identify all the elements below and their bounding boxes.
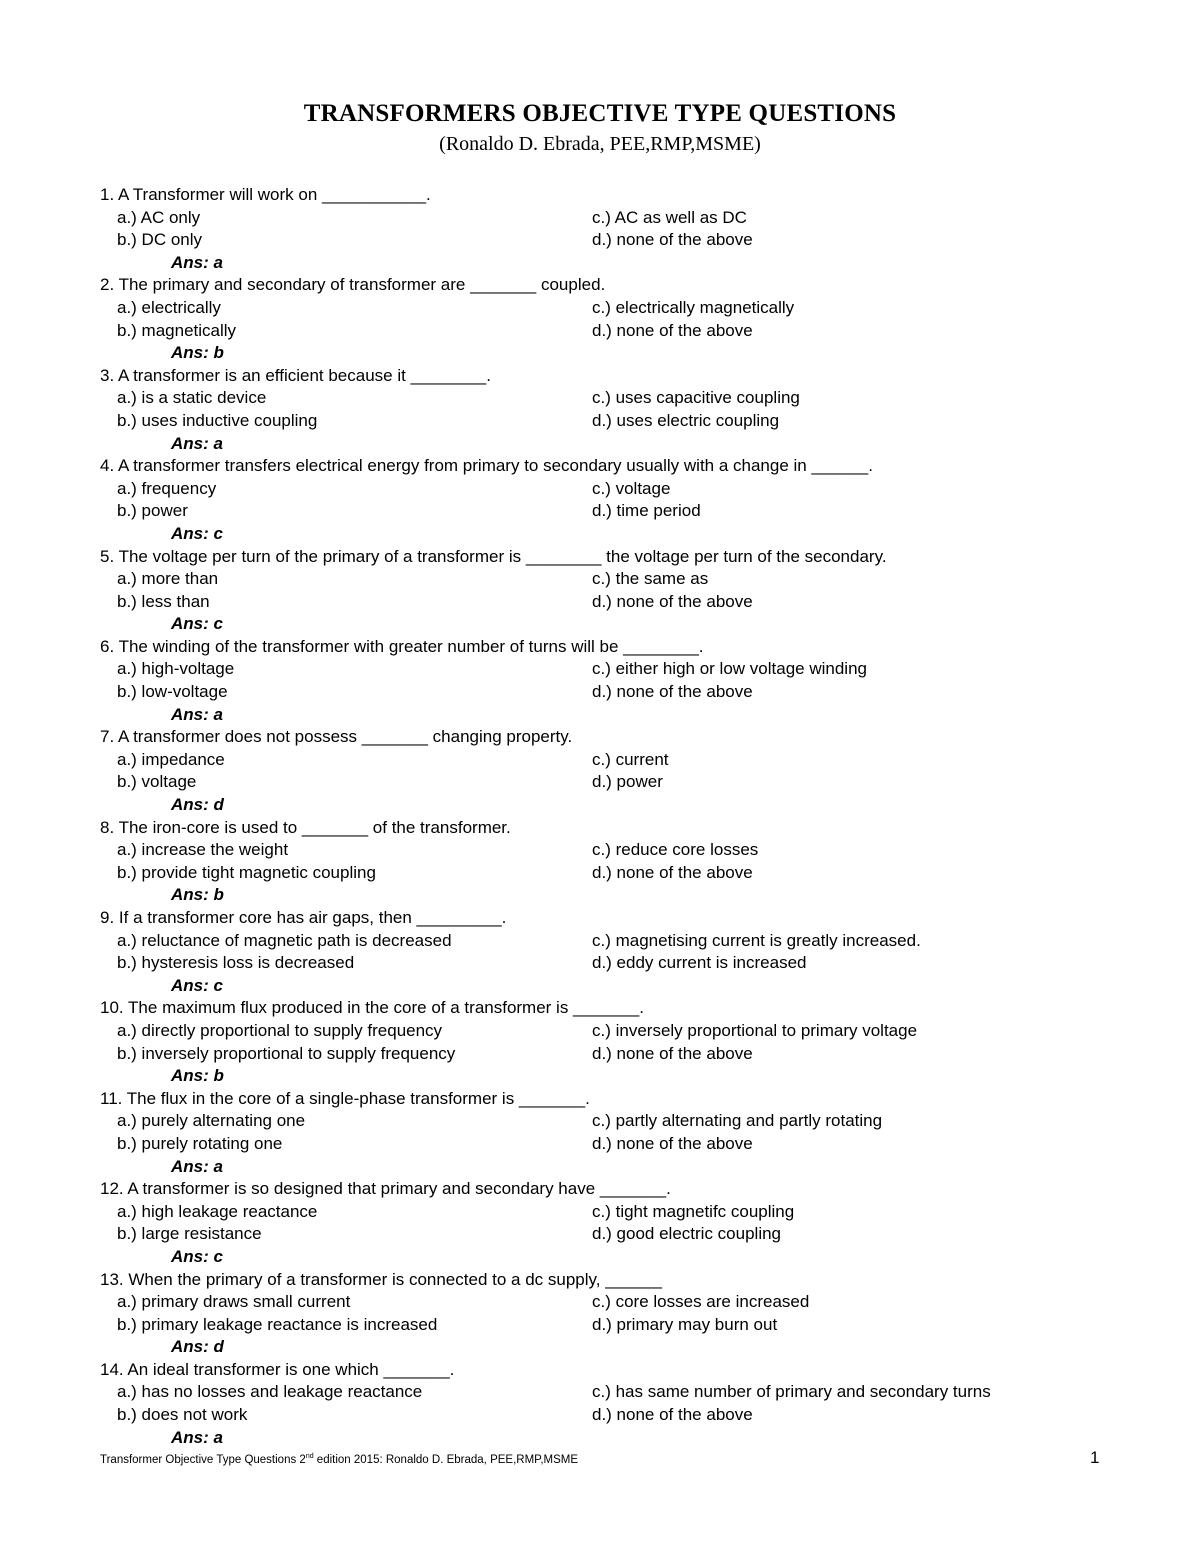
options-row (100, 410, 1160, 433)
options-row (100, 749, 1160, 772)
option-a: a.) purely alternating one (117, 1111, 306, 1131)
option-c: c.) current (592, 749, 669, 769)
question-text: 4. A transformer transfers electrical energy from primary to secondary usually with a change in ______. (100, 456, 873, 476)
options-row (100, 1043, 1160, 1066)
question-text: 3. A transformer is an efficient because it ________. (100, 365, 491, 385)
option-c: c.) electrically magnetically (592, 297, 795, 317)
option-b: b.) hysteresis loss is decreased (117, 953, 355, 973)
options-row (100, 862, 1160, 885)
option-b: b.) magnetically (117, 320, 237, 340)
options-row (100, 1381, 1160, 1404)
document-author: (Ronaldo D. Ebrada, PEE,RMP,MSME) (439, 133, 761, 155)
option-a: a.) AC only (117, 207, 201, 227)
option-b: b.) purely rotating one (117, 1133, 283, 1153)
options-row (100, 771, 1160, 794)
question-item (100, 184, 1160, 274)
option-a: a.) directly proportional to supply frequency (117, 1020, 443, 1040)
option-c: c.) tight magnetifc coupling (592, 1201, 795, 1221)
option-c: c.) magnetising current is greatly increased. (592, 930, 921, 950)
options-row (100, 478, 1160, 501)
answer-key: Ans: b (171, 885, 224, 905)
option-c: c.) AC as well as DC (592, 207, 747, 227)
options-row (100, 297, 1160, 320)
question-text: 10. The maximum flux produced in the core of a transformer is _______. (100, 998, 644, 1018)
option-a: a.) reluctance of magnetic path is decreased (117, 930, 452, 950)
option-d: d.) none of the above (592, 230, 753, 250)
answer-key: Ans: c (171, 523, 223, 543)
options-row (100, 1201, 1160, 1224)
answer-key: Ans: c (171, 614, 223, 634)
question-item (100, 817, 1160, 907)
question-item (100, 546, 1160, 636)
option-d: d.) none of the above (592, 1405, 753, 1425)
options-row (100, 229, 1160, 252)
option-a: a.) is a static device (117, 388, 267, 408)
options-row (100, 1020, 1160, 1043)
option-a: a.) has no losses and leakage reactance (117, 1382, 423, 1402)
answer-key: Ans: a (171, 433, 223, 453)
options-row (100, 952, 1160, 975)
option-b: b.) provide tight magnetic coupling (117, 862, 376, 882)
question-item (100, 1088, 1160, 1178)
options-row (100, 207, 1160, 230)
answer-key: Ans: b (171, 1066, 224, 1086)
question-list (100, 184, 1160, 1449)
question-item (100, 907, 1160, 997)
footer-text-end: edition 2015: Ronaldo D. Ebrada, PEE,RMP,MSME (313, 1453, 579, 1466)
page-footer (100, 1453, 578, 1466)
option-c: c.) either high or low voltage winding (592, 659, 867, 679)
question-text: 6. The winding of the transformer with greater number of turns will be ________. (100, 636, 704, 656)
answer-key: Ans: d (171, 1337, 224, 1357)
question-text: 2. The primary and secondary of transformer are _______ coupled. (100, 275, 606, 295)
answer-key: Ans: a (171, 1156, 223, 1176)
option-c: c.) reduce core losses (592, 840, 759, 860)
footer-superscript: nd (305, 1453, 314, 1460)
options-row (100, 320, 1160, 343)
question-text: 13. When the primary of a transformer is connected to a dc supply, ______ (100, 1269, 662, 1289)
options-row (100, 1291, 1160, 1314)
option-d: d.) none of the above (592, 591, 753, 611)
options-row (100, 839, 1160, 862)
options-row (100, 1223, 1160, 1246)
question-text: 7. A transformer does not possess _______ changing property. (100, 727, 573, 747)
options-row (100, 681, 1160, 704)
option-d: d.) uses electric coupling (592, 410, 780, 430)
answer-key: Ans: a (171, 704, 223, 724)
answer-key: Ans: b (171, 343, 224, 363)
option-a: a.) increase the weight (117, 840, 289, 860)
options-row (100, 387, 1160, 410)
option-d: d.) eddy current is increased (592, 953, 807, 973)
option-a: a.) high-voltage (117, 659, 235, 679)
question-text: 9. If a transformer core has air gaps, then _________. (100, 908, 507, 927)
option-a: a.) more than (117, 569, 219, 589)
question-text: 14. An ideal transformer is one which _______. (100, 1359, 455, 1379)
option-d: d.) none of the above (592, 1133, 753, 1153)
option-b: b.) less than (117, 591, 210, 611)
option-b: b.) does not work (117, 1405, 248, 1425)
answer-key: Ans: c (171, 1246, 223, 1266)
option-c: c.) partly alternating and partly rotating (592, 1111, 883, 1131)
document-title: TRANSFORMERS OBJECTIVE TYPE QUESTIONS (303, 100, 897, 127)
option-d: d.) power (592, 772, 663, 792)
option-d: d.) none of the above (592, 320, 753, 340)
answer-key: Ans: a (171, 1427, 223, 1447)
option-c: c.) core losses are increased (592, 1292, 810, 1312)
footer-text-start: Transformer Objective Type Questions 2 (100, 1453, 306, 1466)
option-d: d.) primary may burn out (592, 1314, 778, 1334)
question-text: 11. The flux in the core of a single-phase transformer is _______. (100, 1088, 590, 1108)
option-b: b.) voltage (117, 772, 197, 792)
question-text: 8. The iron-core is used to _______ of the transformer. (100, 817, 511, 837)
question-item (100, 274, 1160, 364)
option-b: b.) power (117, 501, 188, 521)
options-row (100, 1110, 1160, 1133)
question-text: 12. A transformer is so designed that primary and secondary have _______. (100, 1179, 671, 1199)
option-b: b.) low-voltage (117, 682, 228, 702)
question-text: 5. The voltage per turn of the primary of a transformer is ________ the voltage per turn of the secondary. (100, 546, 887, 566)
option-a: a.) electrically (117, 297, 221, 317)
option-c: c.) voltage (592, 478, 671, 498)
option-b: b.) DC only (117, 230, 203, 250)
options-row (100, 1133, 1160, 1156)
options-row (100, 591, 1160, 614)
option-d: d.) none of the above (592, 1043, 753, 1063)
question-item (100, 1178, 1160, 1268)
option-c: c.) the same as (592, 569, 709, 589)
option-c: c.) inversely proportional to primary voltage (592, 1020, 918, 1040)
option-a: a.) primary draws small current (117, 1292, 351, 1312)
answer-key: Ans: d (171, 795, 224, 815)
options-row (100, 568, 1160, 591)
question-text: 1. A Transformer will work on ___________. (100, 185, 431, 204)
option-d: d.) good electric coupling (592, 1224, 782, 1244)
options-row (100, 930, 1160, 953)
answer-key: Ans: a (171, 252, 223, 272)
option-d: d.) time period (592, 501, 701, 521)
question-item (100, 365, 1160, 455)
option-d: d.) none of the above (592, 682, 753, 702)
option-b: b.) large resistance (117, 1224, 262, 1244)
option-c: c.) uses capacitive coupling (592, 388, 800, 408)
page-number: 1 (1090, 1448, 1100, 1467)
option-d: d.) none of the above (592, 862, 753, 882)
answer-key: Ans: c (171, 975, 223, 995)
option-a: a.) high leakage reactance (117, 1201, 318, 1221)
question-item (100, 455, 1160, 545)
options-row (100, 658, 1160, 681)
options-row (100, 500, 1160, 523)
question-item (100, 726, 1160, 816)
question-item (100, 997, 1160, 1087)
option-a: a.) frequency (117, 478, 217, 498)
option-a: a.) impedance (117, 749, 225, 769)
option-c: c.) has same number of primary and secondary turns (592, 1382, 991, 1402)
options-row (100, 1404, 1160, 1427)
question-item (100, 1359, 1160, 1449)
options-row (100, 1314, 1160, 1337)
option-b: b.) uses inductive coupling (117, 410, 318, 430)
option-b: b.) inversely proportional to supply frequency (117, 1043, 456, 1063)
question-item (100, 1269, 1160, 1359)
question-item (100, 636, 1160, 726)
option-b: b.) primary leakage reactance is increased (117, 1314, 438, 1334)
